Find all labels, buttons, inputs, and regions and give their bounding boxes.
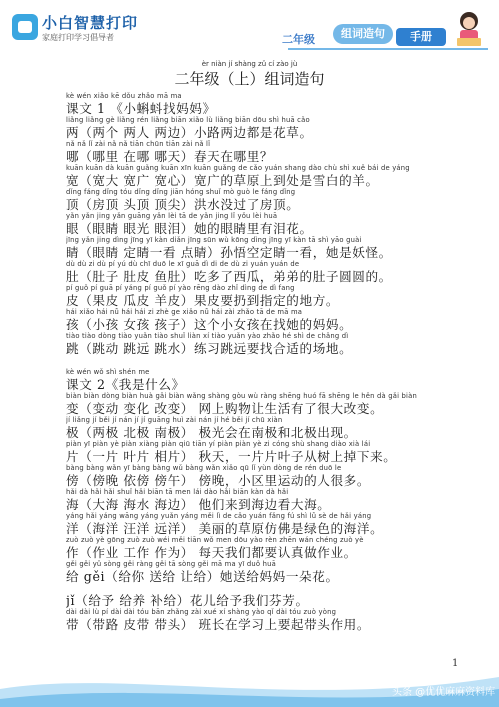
- grade-label: 二年级: [282, 33, 315, 46]
- entry-line: gěi gěi yǔ sòng gěi ràng gěi tā sòng gěi mā ma yī duǒ huā 给 gěi（给你 送给 让给）她送给妈妈一朵花。: [66, 560, 339, 584]
- entry-line: tiào tiào dòng tiào yuǎn tiào shuǐ liàn xí tiào yuǎn yào zhǎo hé shì de chǎng dì 跳（跳动 跳远 跳水）练习跳远要找合适的场地。: [66, 332, 353, 356]
- entry-line: bàng bàng wǎn yī bàng bàng wǔ bàng wǎn xiǎo qū lǐ yùn dòng de rén duō le 傍（傍晚 依傍 傍午） 傍晚，小区里运动的人很多。: [66, 464, 371, 488]
- entry-line: hǎi dà hǎi hǎi shuǐ hǎi biān tā men lái dào hǎi biān kàn dà hǎi 海（大海 海水 海边） 他们来到海边看大海。: [66, 488, 331, 512]
- entry-line: dù dù zi dù pí yú dù chī duō le xī guā dì di de dù zi yuán yuán de 肚（肚子 肚皮 鱼肚）吃多了西瓜，弟弟的肚子圆圆的。: [66, 260, 392, 284]
- header-divider: [288, 48, 488, 50]
- entry-line: liǎng liǎng gè liǎng rén liǎng biān xiǎo lù liǎng biān dōu shì huā cǎo 两（两个 两人 两边）小路两边都是花草。: [66, 116, 313, 140]
- page-title: 二年级（上）组词造句: [174, 70, 325, 88]
- entry-line: yáng hǎi yáng wāng yáng yuǎn yáng měi lì de cǎo yuán fǎng fú shì lǜ sè de hǎi yáng 洋（海洋 汪洋 远洋） 美丽的草原仿佛是绿色的海洋。: [66, 512, 384, 536]
- entry-line: dài dài lù pí dài dài tóu bān zhǎng zài xué xí shàng yào qǐ dài tóu zuò yòng 带（带路 皮带 带头） 班长在学习上要起带头作用。: [66, 608, 371, 632]
- entry-line: piàn yī piàn yè piàn xiàng piàn qiū tiān yí piàn piàn yè zi cóng shù shang diào xià lái 片（一片 叶片 相片） 秋天，一片片叶子从树上掉下来。: [66, 440, 397, 464]
- entry-line: biàn biàn dòng biàn huà gǎi biàn wǎng shàng gòu wù ràng shēng huó fā shēng le hěn dà gǎi biàn 变（变动 变化 改变） 网上购物让生活有了很大改变。: [66, 392, 417, 416]
- title-pinyin: èr niàn jí shàng zǔ cí zào jù: [201, 60, 298, 68]
- entry-line: hái xiǎo hái nǚ hái hái zi zhè ge xiǎo nǚ hái zài zhǎo tā de mā ma 孩（小孩 女孩 孩子）这个小女孩在找她的妈妈。: [66, 308, 353, 332]
- book-tag: 手册: [396, 28, 446, 46]
- page-number: 1: [452, 658, 459, 669]
- watermark: 头条 @优优麻麻资料库: [392, 687, 496, 698]
- entry-line: jīng yǎn jing dìng jīng yī kàn diǎn jīng sūn wù kōng dìng jīng yī kàn tā shì yāo guài 睛（眼睛 定睛一看 点睛）孙悟空定睛一看，她是妖怪。: [66, 236, 392, 260]
- entry-line: kuān kuān dà kuān guǎng kuān xīn kuān guǎng de cǎo yuán shang dào chù shì xuě bái de yáng 宽（宽大 宽广 宽心）宽广的草原上到处是雪白的羊。: [66, 164, 410, 188]
- printer-logo-icon: [12, 14, 38, 40]
- entry-line: jǐ（给予 给养 补给）花儿给予我们芬芳。: [66, 593, 309, 608]
- entry-line: yǎn yǎn jing yǎn guāng yǎn lèi tā de yǎn jing lǐ yǒu lèi huā 眼（眼睛 眼光 眼泪）她的眼睛里有泪花。: [66, 212, 313, 236]
- entry-line: kè wén wǒ shì shén me 课文 2《我是什么》: [66, 368, 185, 392]
- entry-line: pí guǒ pí guā pí yáng pí guǒ pí yào rēng dào zhǐ dìng de dì fang 皮（果皮 瓜皮 羊皮）果皮要扔到指定的地方。: [66, 284, 340, 308]
- entry-line: dǐng fáng dǐng tóu dǐng dǐng jiān hóng shuǐ mò guò le fáng dǐng 顶（房顶 头顶 顶尖）洪水没过了房顶。: [66, 188, 300, 212]
- entry-line: jí liǎng jí běi jí nán jí jí guāng huì zài nán jí hé běi jí chū xiàn 极（两极 北极 南极） 极光会在南极和北极出现。: [66, 416, 357, 440]
- brand-title: 小白智慧打印: [42, 14, 139, 32]
- entry-line: kè wén xiǎo kē dǒu zhǎo mā ma 课文 1 《小蝌蚪找妈妈》: [66, 92, 216, 116]
- entry-line: nǎ nǎ lǐ zài nǎ nǎ tiān chūn tiān zài nǎ lǐ 哪（哪里 在哪 哪天）春天在哪里？: [66, 140, 274, 164]
- brand-subtitle: 家庭打印学习倡导者: [42, 33, 114, 42]
- entry-line: zuò zuò yè gōng zuò zuò wéi měi tiān wǒ men dōu yào rèn zhēn wán chéng zuò yè 作（作业 工作 作为） 每天我们都要认真做作业。: [66, 536, 364, 560]
- category-tag: 组词造句: [333, 24, 393, 44]
- girl-reading-icon: [452, 10, 486, 48]
